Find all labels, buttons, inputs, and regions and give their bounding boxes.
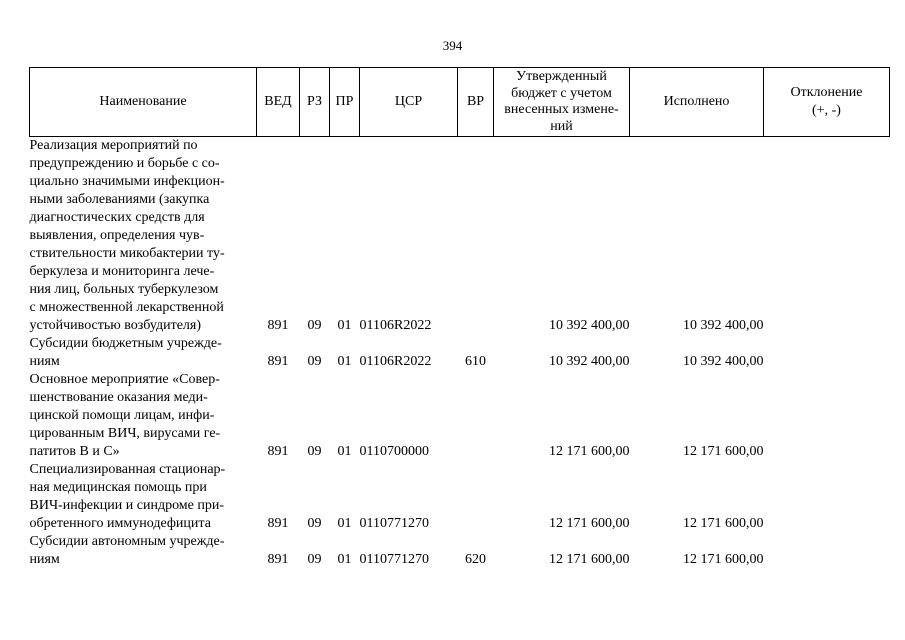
table-body — [30, 137, 890, 570]
header-name: Наименование — [30, 68, 257, 137]
name-line: обретенного иммунодефицита — [29, 516, 211, 531]
cell-rz: 09 — [307, 516, 322, 531]
header-executed: Исполнено — [630, 68, 764, 137]
table-row — [30, 533, 890, 569]
name-line: ниям — [29, 552, 60, 567]
cell-name — [30, 461, 257, 533]
table-row — [30, 461, 890, 533]
name-line: циально значимыми инфекцион- — [29, 174, 225, 189]
cell-deviation — [764, 371, 890, 461]
cell-csr: 01106R2022 — [359, 318, 432, 333]
cell-name — [30, 533, 257, 569]
name-line: Специализированная стационар- — [29, 462, 226, 477]
name-line: выявления, определения чув- — [29, 228, 205, 243]
name-line: ствительности микобактерии ту- — [29, 246, 225, 261]
name-line: диагностических средств для — [29, 210, 205, 225]
table-header-row — [30, 68, 890, 137]
cell-pr: 01 — [337, 552, 352, 567]
header-deviation — [764, 68, 890, 137]
cell-executed: 10 392 400,00 — [683, 318, 764, 333]
name-line: шенствование оказания меди- — [29, 390, 208, 405]
cell-ved: 891 — [267, 354, 289, 369]
cell-csr: 01106R2022 — [359, 354, 432, 369]
name-line: ными заболеваниями (закупка — [29, 192, 210, 207]
cell-csr: 0110771270 — [359, 516, 429, 531]
cell-vr: 610 — [465, 354, 486, 369]
name-line: предупреждению и борьбе с со- — [29, 156, 220, 171]
name-line: Основное мероприятие «Совер- — [29, 372, 220, 387]
name-line: беркулеза и мониторинга лече- — [29, 264, 215, 279]
header-approved-line: Утвержденный — [516, 69, 607, 84]
name-line: Реализация мероприятий по — [29, 138, 198, 153]
cell-approved: 12 171 600,00 — [549, 552, 630, 567]
cell-ved: 891 — [267, 552, 289, 567]
header-approved-line: бюджет с учетом — [511, 85, 612, 101]
name-line: патитов В и С» — [29, 444, 120, 459]
cell-csr: 0110771270 — [359, 552, 429, 567]
cell-approved: 12 171 600,00 — [549, 516, 630, 531]
cell-executed: 12 171 600,00 — [683, 552, 764, 567]
cell-pr: 01 — [337, 318, 352, 333]
cell-rz: 09 — [307, 318, 322, 333]
cell-vr — [458, 137, 494, 336]
cell-deviation — [764, 335, 890, 371]
cell-deviation — [764, 533, 890, 569]
name-line: цированным ВИЧ, вирусами ге- — [29, 426, 221, 441]
name-line: ния лиц, больных туберкулезом — [29, 282, 219, 297]
cell-csr: 0110700000 — [359, 444, 429, 459]
cell-vr — [458, 371, 494, 461]
name-line: ВИЧ-инфекции и синдроме при- — [29, 498, 225, 513]
cell-vr: 620 — [465, 552, 486, 567]
header-pr: ПР — [330, 68, 360, 137]
header-rz: РЗ — [300, 68, 330, 137]
header-approved-line: ний — [550, 118, 573, 134]
header-vr: ВР — [458, 68, 494, 137]
name-line: ниям — [29, 354, 60, 369]
header-approved-line: внесенных измене- — [504, 102, 619, 117]
budget-table — [29, 67, 890, 569]
header-approved — [494, 68, 630, 137]
table-row — [30, 137, 890, 336]
cell-deviation — [764, 137, 890, 336]
header-deviation-line: (+, -) — [812, 103, 841, 118]
name-line: ная медицинская помощь при — [29, 480, 207, 495]
cell-executed: 12 171 600,00 — [683, 516, 764, 531]
cell-approved: 12 171 600,00 — [549, 444, 630, 459]
cell-name — [30, 371, 257, 461]
name-line: Субсидии автономным учрежде- — [29, 534, 225, 549]
cell-rz: 09 — [307, 444, 322, 459]
cell-name — [30, 335, 257, 371]
cell-pr: 01 — [337, 516, 352, 531]
table-row — [30, 335, 890, 371]
table-row — [30, 371, 890, 461]
name-line: устойчивостью возбудителя) — [29, 318, 201, 333]
cell-rz: 09 — [307, 354, 322, 369]
cell-deviation — [764, 461, 890, 533]
name-line: цинской помощи лицам, инфи- — [29, 408, 215, 423]
header-csr: ЦСР — [360, 68, 458, 137]
header-deviation-line: Отклонение — [790, 85, 863, 100]
name-line: с множественной лекарственной — [29, 300, 224, 315]
cell-name — [30, 137, 257, 336]
name-line: Субсидии бюджетным учрежде- — [29, 336, 222, 351]
cell-ved: 891 — [267, 516, 289, 531]
cell-pr: 01 — [337, 354, 352, 369]
cell-approved: 10 392 400,00 — [549, 318, 630, 333]
header-ved: ВЕД — [257, 68, 300, 137]
cell-vr — [458, 461, 494, 533]
cell-ved: 891 — [267, 444, 289, 459]
page-number: 394 — [442, 38, 463, 53]
cell-rz: 09 — [307, 552, 322, 567]
cell-executed: 10 392 400,00 — [683, 354, 764, 369]
cell-ved: 891 — [267, 318, 289, 333]
cell-approved: 10 392 400,00 — [549, 354, 630, 369]
cell-executed: 12 171 600,00 — [683, 444, 764, 459]
cell-pr: 01 — [337, 444, 352, 459]
